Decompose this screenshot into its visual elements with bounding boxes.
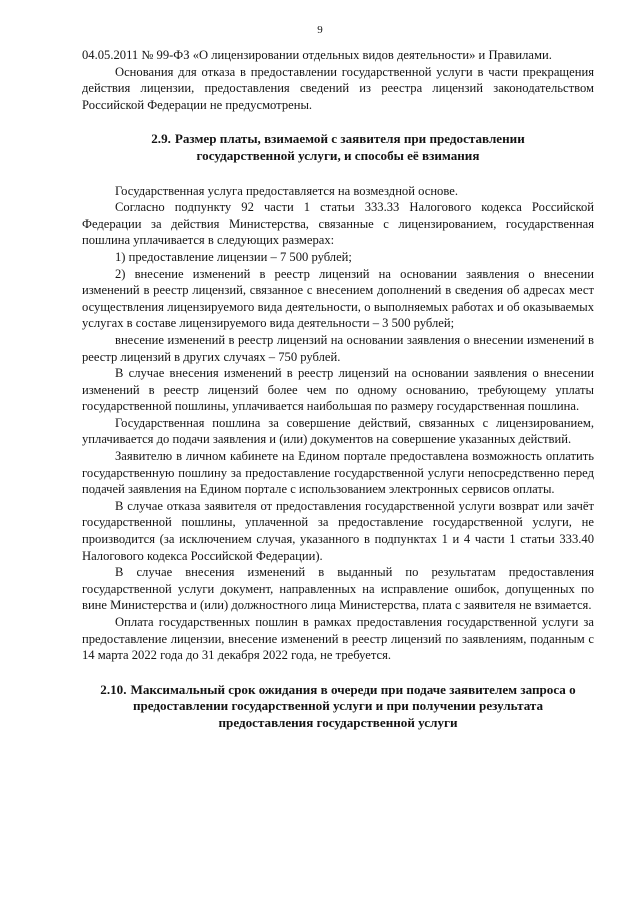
paragraph-tax-code-reference: Согласно подпункту 92 части 1 статьи 333.33 Налогового кодекса Российской Федерации за действия Министерства, связанные с лицензированием, государственная пошлина уплачивается в следующих размерах: <box>82 200 594 248</box>
section-title: Максимальный срок ожидания в очереди при подаче заявителем запроса о предоставлении государственной услуги и при получении результата предоставления государственной услуги <box>130 681 576 730</box>
section-heading-2-9 <box>82 131 594 164</box>
page-content <box>82 47 594 732</box>
paragraph-online-payment: Заявителю в личном кабинете на Едином портале предоставлена возможность оплатить государственную пошлину за предоставление государственной услуги непосредственно перед подачей заявления на Едином портале с использованием электронных сервисов оплаты. <box>82 449 594 497</box>
paragraph-multiple-grounds: В случае внесения изменений в реестр лицензий на основании заявления о внесении изменений в реестр лицензий более чем по одному основанию, требующему уплаты государственной пошлины, уплачивается наибольшая по размеру государственная пошлина. <box>82 366 594 414</box>
page-number: 9 <box>317 24 323 36</box>
list-item-fee-1: 1) предоставление лицензии – 7 500 рублей; <box>115 249 352 264</box>
paragraph-refusal-grounds: Основания для отказа в предоставлении государственной услуги в части прекращения действия лицензии, предоставления сведений из реестра лицензий законодательством Российской Федерации не предусмотрены. <box>82 64 594 112</box>
section-title: Размер платы, взимаемой с заявителя при предоставлении государственной услуги, и способы её взимания <box>174 131 525 163</box>
paragraph-error-correction: В случае внесения изменений в выданный по результатам предоставления государственной услуги документ, направленных на исправление ошибок, допущенных по вине Министерства и (или) должностного лица Министерства, плата с заявителя не взимается. <box>82 565 594 613</box>
paragraph-paid-basis: Государственная услуга предоставляется на возмездной основе. <box>115 183 458 198</box>
paragraph-no-refund: В случае отказа заявителя от предоставления государственной услуги возврат или зачёт государственной пошлины, уплаченной за предоставление государственной услуги, не производится (за исключением случая, указанного в подпунктах 1 и 4 части 1 статьи 333.40 Налогового кодекса Российской Федерации). <box>82 498 594 563</box>
section-heading-2-10 <box>82 682 594 732</box>
section-number: 2.10. <box>100 681 127 697</box>
paragraph-payment-timing: Государственная пошлина за совершение действий, связанных с лицензированием, уплачивается до подачи заявления и (или) документов на совершение указанных действий. <box>82 415 594 447</box>
paragraph-law-reference: 04.05.2011 № 99-ФЗ «О лицензировании отдельных видов деятельности» и Правилами. <box>82 48 552 62</box>
list-item-fee-2: 2) внесение изменений в реестр лицензий на основании заявления о внесении изменений в реестр лицензий, связанное с внесением дополнений в сведения об адресах мест осуществления лицензируемого вида деятельности, о выполняемых работах и об оказываемых услугах в составе лицензируемого вида деятельности – 3 500 рублей; <box>82 266 594 331</box>
paragraph-2022-exemption: Оплата государственных пошлин в рамках предоставления государственной услуги за предоставление лицензии, внесение изменений в реестр лицензий по заявлениям, поданным с 14 марта 2022 года до 31 декабря 2022 года, не требуется. <box>82 615 594 663</box>
section-number: 2.9. <box>151 131 171 147</box>
paragraph-other-changes-fee: внесение изменений в реестр лицензий на основании заявления о внесении изменений в реестр лицензий в других случаях – 750 рублей. <box>82 332 594 364</box>
